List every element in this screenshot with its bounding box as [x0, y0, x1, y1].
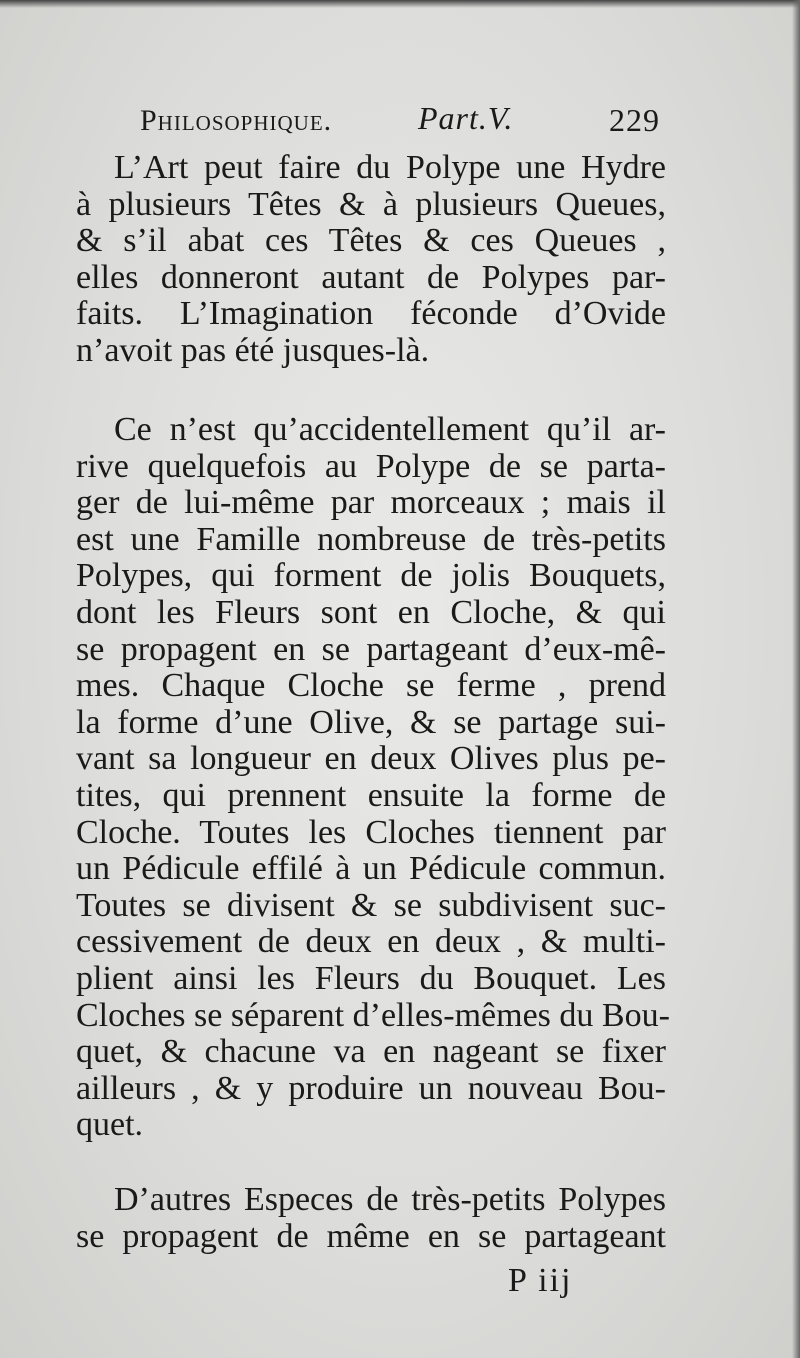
text-line: elles donneront autant de Polypes par-: [76, 258, 666, 296]
text-line: dont les Fleurs sont en Cloche, & qui: [76, 593, 666, 631]
paragraph-3: [76, 1182, 666, 1255]
text-line: Cloche. Toutes les Cloches tiennent par: [76, 813, 666, 851]
part-label: Part.V.: [418, 100, 514, 136]
text-line: la forme d’une Olive, & se partage sui-: [76, 703, 666, 741]
running-header: [140, 100, 660, 144]
text-line: ailleurs , & y produire un nouveau Bou-: [76, 1069, 666, 1107]
paragraph-1: [76, 150, 666, 370]
text-line: mes. Chaque Cloche se ferme , prend: [76, 667, 666, 705]
signature-catchword: P iij: [508, 1262, 573, 1299]
page-right-edge: [792, 0, 800, 1358]
text-line: rive quelquefois au Polype de se parta-: [76, 447, 666, 485]
page-top-shadow: [0, 0, 800, 8]
text-line: Ce n’est qu’accidentellement qu’il ar-: [114, 411, 666, 448]
text-line: plient ainsi les Fleurs du Bouquet. Les: [76, 959, 666, 997]
text-line: ger de lui-même par morceaux ; mais il: [76, 484, 666, 522]
text-line: quet, & chacune va en nageant se fixer: [76, 1033, 666, 1071]
page-number: 229: [609, 102, 660, 138]
text-line: L’Art peut faire du Polype une Hydre: [114, 149, 666, 186]
text-line: vant sa longueur en deux Olives plus pe-: [76, 740, 666, 778]
text-line: se propagent en se partageant d’eux-mê-: [76, 630, 666, 668]
text-line: un Pédicule effilé à un Pédicule commun.: [76, 850, 666, 888]
text-line: faits. L’Imagination féconde d’Ovide: [76, 295, 666, 333]
text-line: à plusieurs Têtes & à plusieurs Queues,: [76, 185, 666, 223]
text-line: & s’il abat ces Têtes & ces Queues ,: [76, 222, 666, 260]
text-line: Toutes se divisent & se subdivisent suc-: [76, 886, 666, 924]
text-line: Cloches se séparent d’elles-mêmes du Bou-: [76, 996, 670, 1034]
text-line: est une Famille nombreuse de très-petits: [76, 520, 666, 558]
text-line: se propagent de même en se partageant: [76, 1217, 666, 1255]
text-line: n’avoit pas été jusques-là.: [76, 331, 430, 369]
text-line: Polypes, qui forment de jolis Bouquets,: [76, 557, 666, 595]
text-line: quet.: [76, 1106, 144, 1144]
running-title: Philosophique.: [140, 104, 333, 137]
text-line: D’autres Especes de très-petits Polypes: [114, 1181, 666, 1218]
text-line: tites, qui prennent ensuite la forme de: [76, 776, 666, 814]
text-line: cessivement de deux en deux , & multi-: [76, 923, 666, 961]
paragraph-2: [76, 411, 670, 1144]
